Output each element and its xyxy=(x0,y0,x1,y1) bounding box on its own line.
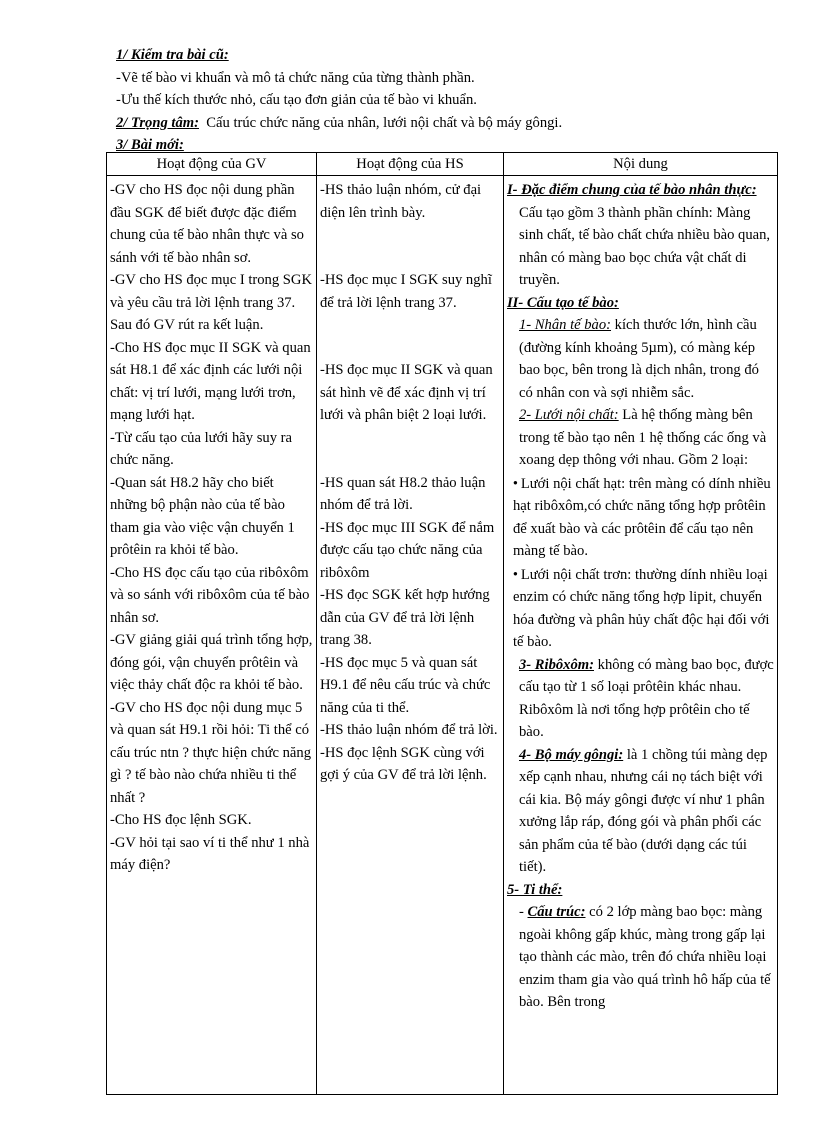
nhan-te-bao-label: 1- Nhân tế bào: xyxy=(519,317,612,333)
kiem-tra-item: -Vẽ tế bào vi khuẩn và mô tả chức năng của từng thành phần. xyxy=(116,69,475,86)
section-1-title: I- Đặc điểm chung của tế bào nhân thực: xyxy=(507,182,757,198)
hs-activity-cell xyxy=(317,176,504,1095)
luoi-noi-chat-text: Là hệ thống màng bên trong tế bào tạo nên 1 hệ thống các ống và xoang dẹp thông với nhau. Gồm 2 loại: xyxy=(519,407,767,468)
golgi-label: 4- Bộ máy gôngi: xyxy=(519,746,624,763)
section-2-title: II- Cấu tạo tế bào: xyxy=(507,294,619,311)
hs-item: -HS đọc mục I SGK suy nghĩ để trả lời lệnh trang 37. xyxy=(320,272,492,311)
gv-item: -Cho HS đọc mục II SGK và quan sát H8.1 để xác định các lưới nội chất: vị trí lưới, mạng lưới trơn, mạng lưới hạt. xyxy=(110,339,311,423)
luoi-noi-chat-paragraph xyxy=(507,404,774,472)
cau-truc-label: Cấu trúc: xyxy=(527,904,586,920)
luoi-noi-chat-label: 2- Lưới nội chất: xyxy=(519,407,619,423)
gv-item: -GV cho HS đọc nội dung phần đầu SGK để biết được đặc điểm chung của tế bào nhân thực và so sánh với tế bào nhân sơ. xyxy=(110,182,304,266)
hs-item: -HS đọc SGK kết hợp hướng dẫn của GV để trả lời lệnh trang 38. xyxy=(320,587,490,648)
trong-tam-heading: 2/ Trọng tâm: xyxy=(116,114,199,131)
trong-tam-line xyxy=(116,112,806,135)
lesson-table xyxy=(106,152,778,1095)
hs-item: -HS thảo luận nhóm, cử đại diện lên trình bày. xyxy=(320,182,482,221)
lesson-header xyxy=(116,44,806,157)
section-1-text: Cấu tạo gồm 3 thành phần chính: Màng sinh chất, tế bào chất chứa nhiều bào quan, nhân có màng bao bọc chứa vật chất di truyền. xyxy=(519,204,771,288)
col-header-gv: Hoạt động của GV xyxy=(107,153,317,176)
luoi-hat-bullet: ● Lưới nội chất hạt: trên màng có dính nhiều hạt ribôxôm,có chức năng tổng hợp prôtêin để xuất bào và các prôtêin để cấu tạo nên màng tế bào. xyxy=(507,472,774,563)
col-header-hs: Hoạt động của HS xyxy=(317,153,504,176)
hs-item: -HS đọc mục 5 và quan sát H9.1 để nêu cấu trúc và chức năng của ti thể. xyxy=(320,654,491,716)
golgi-paragraph xyxy=(507,744,774,879)
gv-item: -Quan sát H8.2 hãy cho biết những bộ phận nào của tế bào tham gia vào việc vận chuyển 1 prôtêin ra khỏi tế bào. xyxy=(110,474,295,558)
gv-item: -GV hỏi tại sao ví ti thể như 1 nhà máy điện? xyxy=(110,834,310,873)
kiem-tra-heading: 1/ Kiểm tra bài cũ: xyxy=(116,47,229,63)
kiem-tra-item: -Ưu thế kích thước nhỏ, cấu tạo đơn giản của tế bào vi khuẩn. xyxy=(116,92,477,108)
hs-item: -HS quan sát H8.2 thảo luận nhóm để trả lời. xyxy=(320,474,486,513)
golgi-text: là 1 chồng túi màng dẹp xếp cạnh nhau, nhưng cái nọ tách biệt với cái kia. Bộ máy gôngi được ví như 1 phân xưởng lắp ráp, đóng gói và phân phối các sản phẩm của tế bào (dưới dạng các túi tiết). xyxy=(519,746,768,875)
ribosome-paragraph xyxy=(507,654,774,744)
gv-item: -GV cho HS đọc mục I trong SGK và yêu cầu trả lời lệnh trang 37. Sau đó GV rút ra kết luận. xyxy=(110,272,312,333)
hs-item: -HS thảo luận nhóm để trả lời. xyxy=(320,722,498,738)
noi-dung-cell xyxy=(504,176,778,1095)
cau-truc-paragraph: - Cấu trúc: có 2 lớp màng bao bọc: màng ngoài không gấp khúc, màng trong gấp lại tạo thành các mào, trên đó chứa nhiều loại enzim tham gia vào quá trình hô hấp của tế bào. Bên trong xyxy=(519,904,771,1010)
gv-item: -Cho HS đọc cấu tạo của ribôxôm và so sánh với ribôxôm của tế bào nhân sơ. xyxy=(110,564,310,626)
ti-the-title: 5- Ti thể: xyxy=(507,881,563,898)
gv-item: -GV giảng giải quá trình tổng hợp, đóng gói, vận chuyển prôtêin và việc thảy chất độc ra khỏi tế bào. xyxy=(110,632,313,693)
cau-truc-text: có 2 lớp màng bao bọc: màng ngoài không gấp khúc, màng trong gấp lại tạo thành các mào, trên đó chứa nhiều loại enzim tham gia vào quá trình hô hấp của tế bào. Bên trong xyxy=(519,904,771,1010)
table-row xyxy=(107,176,778,1095)
gv-item: -Cho HS đọc lệnh SGK. xyxy=(110,812,252,828)
ribosome-label: 3- Ribôxôm: xyxy=(519,656,594,673)
trong-tam-text: Cấu trúc chức năng của nhân, lưới nội chất và bộ máy gôngi. xyxy=(206,114,563,131)
ribosome-text: không có màng bao bọc, được cấu tạo từ 1 số loại prôtêin khác nhau. Ribôxôm là nơi tổng hợp prôtêin cho tế bào. xyxy=(519,656,774,740)
bai-moi-heading: 3/ Bài mới: xyxy=(116,137,184,153)
gv-item: -GV cho HS đọc nội dung mục 5 và quan sát H9.1 rồi hỏi: Ti thể có cấu trúc ntn ? thực hiện chức năng gì ? tế bào nào chứa nhiều ti thể nhất ? xyxy=(110,699,311,806)
table-header-row xyxy=(107,153,778,176)
hs-item: -HS đọc mục II SGK và quan sát hình vẽ để xác định vị trí lưới và phân biệt 2 loại lưới. xyxy=(320,362,493,423)
gv-item: -Từ cấu tạo của lưới hãy suy ra chức năng. xyxy=(110,429,292,468)
nhan-te-bao-paragraph xyxy=(507,314,774,404)
nhan-te-bao-text: kích thước lớn, hình cầu (đường kính khoảng 5µm), có màng kép bao bọc, bên trong là dịch nhân, trong đó có nhân con và sợi nhiễm sắc. xyxy=(519,317,759,401)
col-header-noi-dung: Nội dung xyxy=(504,153,778,176)
gv-activity-cell xyxy=(107,176,317,1095)
hs-item: -HS đọc lệnh SGK cùng với gợi ý của GV để trả lời lệnh. xyxy=(320,744,487,783)
hs-item: -HS đọc mục III SGK để nắm được cấu tạo chức năng của ribôxôm xyxy=(320,519,495,581)
luoi-tron-bullet: ● Lưới nội chất trơn: thường dính nhiều loại enzim có chức năng tổng hợp lipit, chuyển hóa đường và phân hủy chất độc hại đối với tế bào. xyxy=(507,563,774,654)
